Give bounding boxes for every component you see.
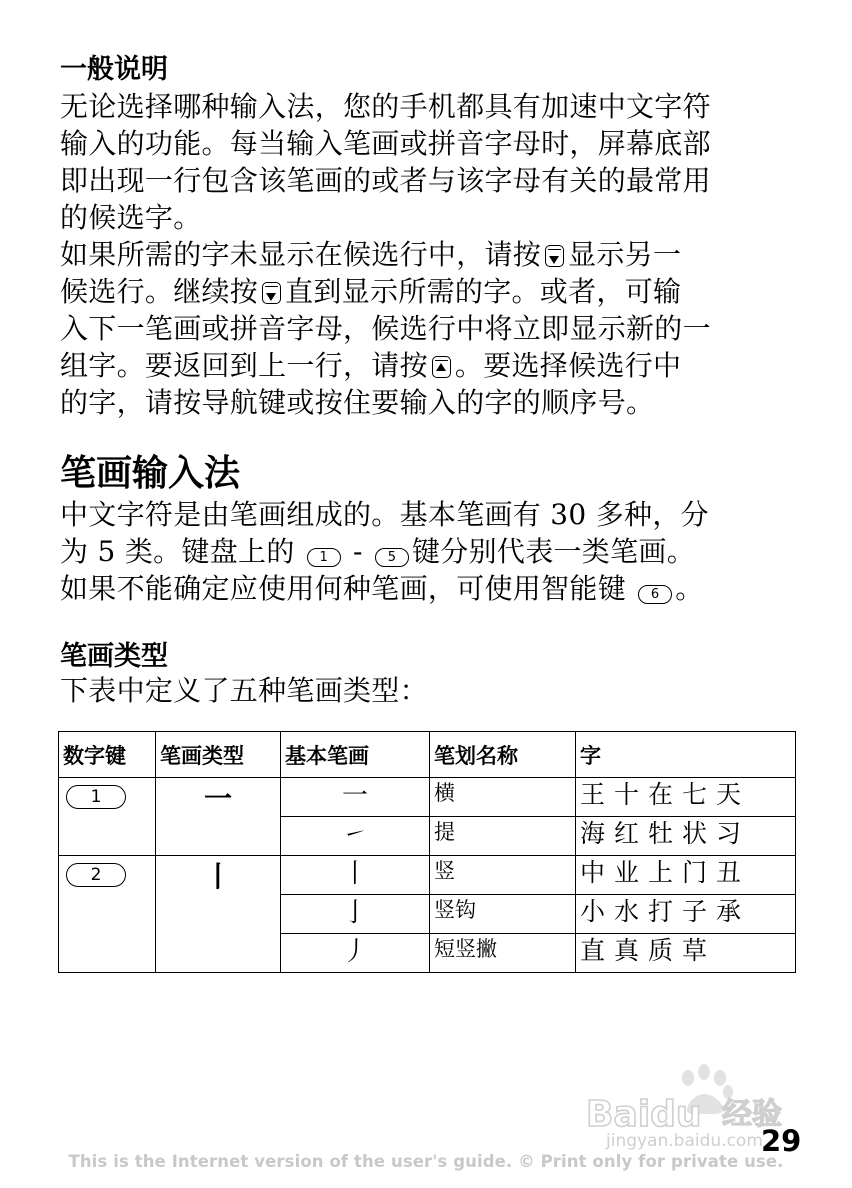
stroke-types-heading: 笔画类型: [60, 641, 168, 672]
stroke-input-heading: 笔画输入法: [60, 453, 241, 494]
text-fragment: 直到显示所需的字。或者，可输: [285, 275, 682, 308]
text-line: [60, 533, 800, 570]
type-cell: 一: [156, 778, 281, 856]
stroke-name-cell: 提: [430, 817, 576, 856]
number-key-icon: 1: [307, 548, 341, 567]
table-row: [59, 856, 796, 895]
text-line: [60, 347, 800, 384]
text-fragment: 。: [675, 572, 704, 605]
nav-down-key-icon: [545, 245, 564, 267]
characters-cell: 小水打子承: [576, 895, 796, 934]
general-paragraph-2: [60, 236, 800, 421]
key-cell: [59, 856, 156, 973]
stroke-name-cell: 横: [430, 778, 576, 817]
characters-cell: 海红牡状习: [576, 817, 796, 856]
text-fragment: 键分别代表一类笔画。: [412, 535, 696, 568]
watermark-brand: Baidu: [586, 1094, 702, 1135]
type-cell: 丨: [156, 856, 281, 973]
general-paragraph-1: [60, 88, 800, 236]
number-key-icon: 2: [66, 863, 126, 887]
text-line: 无论选择哪种输入法，您的手机都具有加速中文字符: [60, 90, 711, 123]
characters-cell: 王十在七天: [576, 778, 796, 817]
text-line: [60, 273, 800, 310]
basic-stroke-cell: 一: [281, 778, 430, 817]
text-line: [60, 570, 800, 607]
footer-note: This is the Internet version of the user's guide. © Print only for private use.: [68, 1152, 784, 1171]
header-number-key: 数字键: [59, 732, 156, 778]
text-line: 中文字符是由笔画组成的。基本笔画有 30 多种，分: [60, 498, 709, 531]
stroke-name-cell: 短竖撇: [430, 934, 576, 973]
characters-cell: 直真质草: [576, 934, 796, 973]
number-key-icon: 5: [375, 548, 409, 567]
header-basic-stroke: 基本笔画: [281, 732, 430, 778]
basic-stroke-cell: 亅: [281, 895, 430, 934]
text-line: 输入的功能。每当输入笔画或拼音字母时，屏幕底部: [60, 127, 711, 160]
number-key-icon: 6: [638, 585, 672, 604]
nav-up-key-icon: [432, 356, 451, 378]
stroke-name-cell: 竖: [430, 856, 576, 895]
stroke-input-paragraph: [60, 496, 800, 607]
nav-down-key-icon: [262, 282, 281, 304]
page-number: 29: [761, 1124, 802, 1158]
text-fragment: 。要选择候选行中: [454, 349, 682, 382]
basic-stroke-cell: 丨: [281, 856, 430, 895]
text-fragment: 为 5 类。键盘上的: [60, 535, 295, 568]
text-line: 即出现一行包含该笔画的或者与该字母有关的最常用: [60, 164, 711, 197]
basic-stroke-cell: 丿: [281, 934, 430, 973]
watermark-url: jingyan.baidu.com: [606, 1131, 763, 1151]
text-fragment: -: [353, 535, 363, 568]
text-line: 入下一笔画或拼音字母，候选行中将立即显示新的一: [60, 312, 711, 345]
text-fragment: 组字。要返回到上一行，请按: [60, 349, 428, 382]
header-characters: 字: [576, 732, 796, 778]
basic-stroke-cell: ㇀: [281, 817, 430, 856]
text-line: 的候选字。: [60, 201, 202, 234]
key-cell: [59, 778, 156, 856]
text-line: [60, 236, 800, 273]
stroke-types-table: [58, 731, 796, 973]
watermark-brand-cn: 经验: [722, 1097, 782, 1132]
text-fragment: 如果所需的字未显示在候选行中，请按: [60, 238, 542, 271]
text-line: 的字，请按导航键或按住要输入的字的顺序号。: [60, 386, 655, 419]
number-key-icon: 1: [66, 785, 126, 809]
header-stroke-name: 笔划名称: [430, 732, 576, 778]
header-stroke-type: 笔画类型: [156, 732, 281, 778]
general-heading: 一般说明: [60, 54, 168, 85]
table-header-row: [59, 732, 796, 778]
stroke-name-cell: 竖钩: [430, 895, 576, 934]
text-fragment: 候选行。继续按: [60, 275, 259, 308]
text-fragment: 如果不能确定应使用何种笔画，可使用智能键: [60, 572, 627, 605]
characters-cell: 中业上门丑: [576, 856, 796, 895]
stroke-types-intro: 下表中定义了五种笔画类型：: [60, 674, 428, 707]
table-row: [59, 778, 796, 817]
text-fragment: 显示另一: [568, 238, 682, 271]
